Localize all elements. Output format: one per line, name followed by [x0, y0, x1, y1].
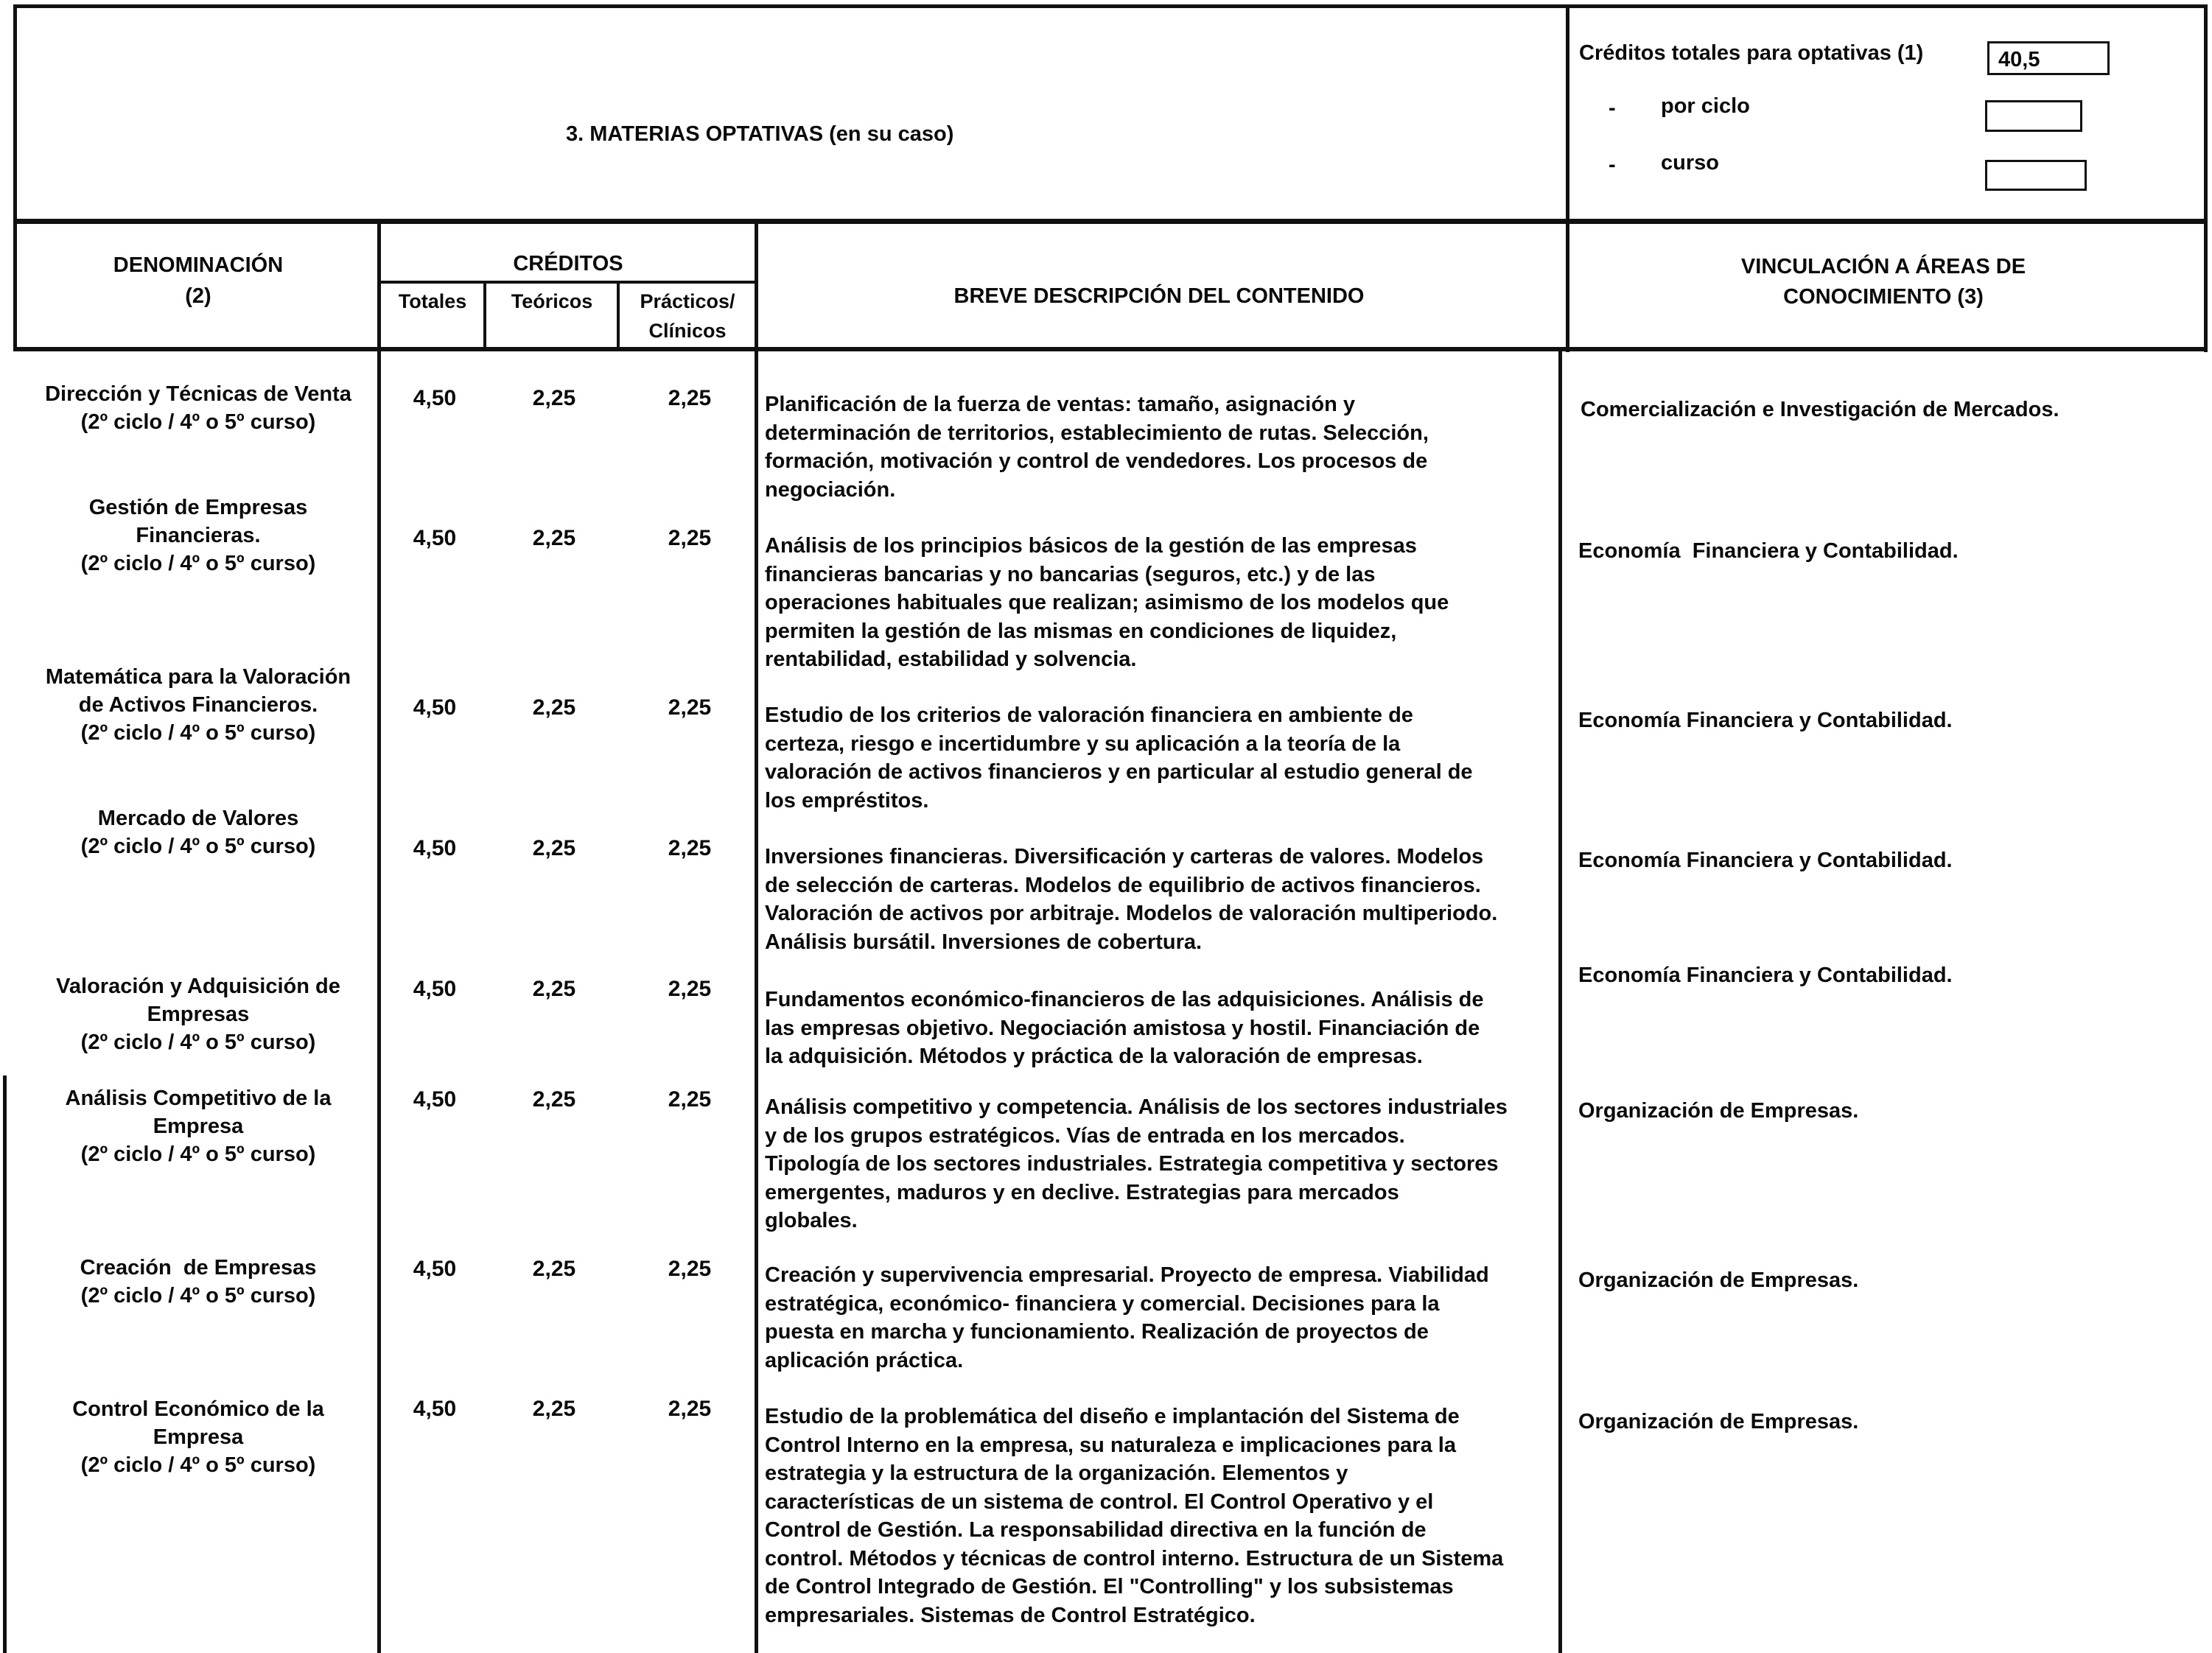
- course-box: [1985, 160, 2087, 191]
- row-3-description: Estudio de los criterios de valoración financiera en ambiente de certeza, riesgo e incertidumbre y su aplicación a la teoría de la valoración de activos financieros y en particular al estudio general de los empréstitos.: [765, 703, 1473, 813]
- row-4-name: Mercado de Valores (2º ciclo / 4º o 5º curso): [80, 807, 316, 858]
- colheader-left-border: [13, 219, 17, 351]
- section-title: 3. MATERIAS OPTATIVAS (en su caso): [566, 122, 954, 146]
- row-2-teoricos: 2,25: [532, 526, 576, 550]
- row-5-name: Valoración y Adquisición de Empresas (2º ciclo / 4º o 5º curso): [56, 975, 340, 1054]
- per-cycle-dash: -: [1609, 96, 1616, 120]
- row-5-area: Economía Financiera y Contabilidad.: [1578, 964, 1953, 987]
- credits-total-value: 40,5: [1998, 48, 2040, 71]
- row-6-name: Análisis Competitivo de la Empresa (2º ciclo / 4º o 5º curso): [65, 1087, 332, 1166]
- row-4-description: Inversiones financieras. Diversificación y carteras de valores. Modelos de selección de carteras. Modelos de equilibrio de activos financieros. Valoración de activos por arbitraje. Modelos de valoración multiperiodo. Análisis bursátil. Inversiones de cobertura.: [765, 845, 1498, 954]
- row-1-totales: 4,50: [413, 386, 457, 410]
- col-header-clinicos: Clínicos: [648, 320, 727, 342]
- row-5-practicos: 2,25: [668, 977, 712, 1001]
- course-label: curso: [1661, 151, 1719, 175]
- credits-total-box: [1987, 41, 2110, 75]
- col-header-practicos: Prácticos/: [640, 290, 735, 312]
- row-3-name: Matemática para la Valoración de Activos Financieros. (2º ciclo / 4º o 5º curso): [45, 665, 351, 745]
- per-cycle-label: por ciclo: [1661, 94, 1750, 118]
- row-3-area: Economía Financiera y Contabilidad.: [1578, 709, 1953, 732]
- row-4-teoricos: 2,25: [532, 836, 576, 860]
- row-2-totales: 4,50: [413, 526, 457, 550]
- row-4-totales: 4,50: [413, 836, 457, 860]
- colheader-bottom-line: [13, 347, 2208, 351]
- col-header-teoricos: Teóricos: [511, 290, 593, 312]
- row-6-teoricos: 2,25: [532, 1087, 576, 1112]
- row-1-teoricos: 2,25: [532, 386, 576, 410]
- col-header-denominacion-note: (2): [185, 284, 211, 308]
- row-8-practicos: 2,25: [668, 1397, 712, 1421]
- row-1-area: Comercialización e Investigación de Mercados.: [1581, 398, 2059, 421]
- col-header-creditos: CRÉDITOS: [513, 252, 623, 276]
- row-4-practicos: 2,25: [668, 836, 712, 860]
- row-8-description: Estudio de la problemática del diseño e implantación del Sistema de Control Interno en la empresa, su naturaleza e implicaciones para la estrategia y la estructura de la organización. Elementos y características de un sistema de control. El Control Operativo y el Control de Gestión. La responsabilidad directiva en la función de control. Métodos y técnicas de control interno. Estructura de un Sistema de Control Integrado de Gestión. El "Controlling" y los subsistemas empresariales. Sistemas de Control Estratégico.: [765, 1405, 1504, 1627]
- course-dash: -: [1609, 153, 1616, 177]
- row-7-area: Organización de Empresas.: [1578, 1268, 1859, 1292]
- row-3-practicos: 2,25: [668, 695, 712, 720]
- col-header-totales: Totales: [398, 290, 467, 312]
- row-8-teoricos: 2,25: [532, 1397, 576, 1421]
- row-8-name: Control Económico de la Empresa (2º ciclo / 4º o 5º curso): [72, 1397, 324, 1477]
- row-1-name: Dirección y Técnicas de Venta (2º ciclo / 4º o 5º curso): [45, 382, 351, 434]
- row-7-teoricos: 2,25: [532, 1257, 576, 1281]
- credits-total-label: Créditos totales para optativas (1): [1579, 41, 1924, 65]
- row-6-totales: 4,50: [413, 1087, 457, 1112]
- row-2-name: Gestión de Empresas Financieras. (2º ciclo / 4º o 5º curso): [80, 496, 316, 575]
- border-left-top: [13, 4, 17, 233]
- row-1-description: Planificación de la fuerza de ventas: tamaño, asignación y determinación de territorios, establecimiento de rutas. Selección, formación, motivación y control de vendedores. Los procesos de negociación.: [765, 393, 1429, 502]
- row-3-totales: 4,50: [413, 695, 457, 720]
- left-edge-lower: [3, 1075, 7, 1653]
- row-7-practicos: 2,25: [668, 1257, 712, 1281]
- header-bottom-line: [13, 219, 2208, 224]
- col-header-denominacion: DENOMINACIÓN: [113, 253, 284, 277]
- border-top: [13, 4, 2208, 8]
- row-6-practicos: 2,25: [668, 1087, 712, 1112]
- row-1-practicos: 2,25: [668, 386, 712, 410]
- col-line-desc-left: [755, 219, 758, 1653]
- row-8-totales: 4,50: [413, 1397, 457, 1421]
- row-4-area: Economía Financiera y Contabilidad.: [1578, 849, 1953, 872]
- row-8-area: Organización de Empresas.: [1578, 1410, 1859, 1433]
- row-2-area: Economía Financiera y Contabilidad.: [1578, 539, 1959, 563]
- col-header-vinculacion-1: VINCULACIÓN A ÁREAS DE: [1740, 255, 2026, 278]
- row-7-description: Creación y supervivencia empresarial. Proyecto de empresa. Viabilidad estratégica, económico- financiera y comercial. Decisiones para la puesta en marcha y funcionamiento. Realización de proyectos de aplicación práctica.: [765, 1263, 1489, 1372]
- col-header-vinculacion-2: CONOCIMIENTO (3): [1783, 285, 1984, 309]
- row-7-name: Creación de Empresas (2º ciclo / 4º o 5º curso): [80, 1256, 317, 1308]
- row-7-totales: 4,50: [413, 1257, 457, 1281]
- row-3-teoricos: 2,25: [532, 695, 576, 720]
- creditos-underline: [377, 281, 758, 284]
- row-5-teoricos: 2,25: [532, 977, 576, 1001]
- row-6-description: Análisis competitivo y competencia. Análisis de los sectores industriales y de los grupos estratégicos. Vías de entrada en los mercados. Tipología de los sectores industriales. Estrategia competitiva y sectores emergentes, maduros y en declive. Estrategias para mercados globales.: [765, 1095, 1508, 1232]
- row-5-totales: 4,50: [413, 977, 457, 1001]
- row-6-area: Organización de Empresas.: [1578, 1099, 1859, 1123]
- row-2-description: Análisis de los principios básicos de la gestión de las empresas financieras bancarias y no bancarias (seguros, etc.) y de las operaciones habituales que realizan; asimismo de los modelos que permiten la gestión de las mismas en condiciones de liquidez, rentabilidad, estabilidad y solvencia.: [765, 534, 1449, 671]
- col-header-descripcion: BREVE DESCRIPCIÓN DEL CONTENIDO: [953, 284, 1365, 308]
- row-5-description: Fundamentos económico-financieros de las adquisiciones. Análisis de las empresas objetivo. Negociación amistosa y hostil. Financiación de la adquisición. Métodos y práctica de la valoración de empresas.: [765, 988, 1484, 1068]
- row-2-practicos: 2,25: [668, 526, 712, 550]
- per-cycle-box: [1985, 100, 2082, 132]
